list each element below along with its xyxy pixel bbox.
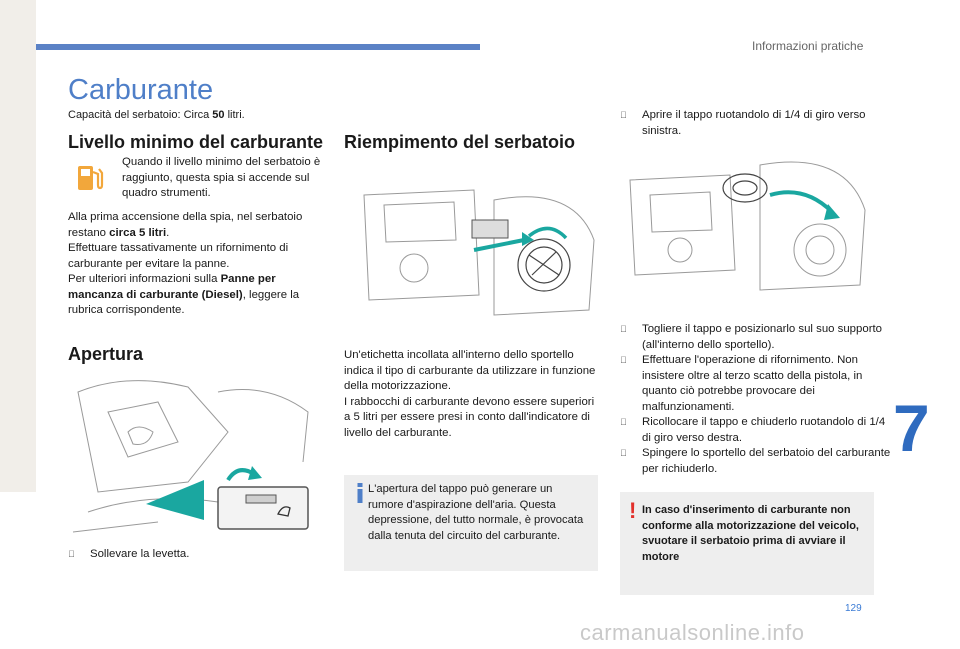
step-remove-cap: Togliere il tappo e posizionarlo sul suo supporto (all'interno dello sportello). — [642, 323, 882, 351]
fuel-cap-illustration — [344, 180, 598, 330]
left-margin-strip — [0, 0, 36, 492]
info-note-box — [344, 475, 598, 571]
fuel-pump-icon — [72, 160, 106, 194]
step-refuel: Effettuare l'operazione di rifornimento. Non insistere oltre al terzo scatto della pistola, in quanto ciò potrebbe provocare dei malfunzionamenti. — [642, 354, 863, 413]
warning-note-text: In caso d'inserimento di carburante non conforme alla motorizzazione del veicolo, svuotare il serbatoio prima di avviare il motore — [642, 504, 859, 563]
step-open-cap: Aprire il tappo ruotandolo di 1/4 di giro verso sinistra. — [642, 109, 866, 137]
heading-refill: Riempimento del serbatoio — [344, 132, 576, 152]
heading-opening: Apertura — [68, 344, 144, 364]
watermark: carmanualsonline.info — [580, 620, 805, 645]
warning-exclamation-icon: ! — [629, 498, 637, 523]
fuel-level-paragraph: Alla prima accensione della spia, nel serbatoio restano circa 5 litri. Effettuare tassativamente un rifornimento di carburante per evitare la panne. Per ulteriori informazioni sulla Panne per mancanza di carburante (Diesel), leggere la rubrica corrispondente. — [68, 211, 303, 316]
step-push-flap: Spingere lo sportello del serbatoio del carburante per richiuderlo. — [642, 447, 891, 475]
tank-capacity: Capacità del serbatoio: Circa 50 litri. — [68, 109, 245, 121]
info-note-text: L'apertura del tappo può generare un rumore d'aspirazione dell'aria. Questa depressione, del tutto normale, è provocata dalla tenuta del circuito del carburante. — [368, 483, 584, 542]
page-title: Carburante — [68, 74, 214, 106]
chapter-number: 7 — [893, 391, 930, 465]
header-bar — [36, 44, 480, 50]
heading-fuel-level: Livello minimo del carburante — [68, 132, 324, 152]
warning-note-box — [620, 492, 874, 595]
warning-light-text: Quando il livello minimo del serbatoio è raggiunto, questa spia si accende sul quadro strumenti. — [122, 156, 321, 199]
step-close-cap: Ricollocare il tappo e chiuderlo ruotandolo di 1/4 di giro verso destra. — [642, 416, 886, 444]
step-lift-lever: Sollevare la levetta. — [90, 548, 190, 560]
fuel-flap-open-illustration — [620, 150, 874, 300]
page-number: 129 — [845, 603, 862, 614]
section-label: Informazioni pratiche — [752, 39, 864, 53]
label-paragraph: Un'etichetta incollata all'interno dello sportello indica il tipo di carburante da utilizzare in funzione della motorizzazione. I rabbocchi di carburante devono essere superiori a 5 litri per essere presi in conto dall'indicatore di livello del carburante. — [344, 349, 596, 439]
info-icon — [356, 483, 364, 503]
fuel-flap-lever-illustration — [68, 372, 322, 542]
